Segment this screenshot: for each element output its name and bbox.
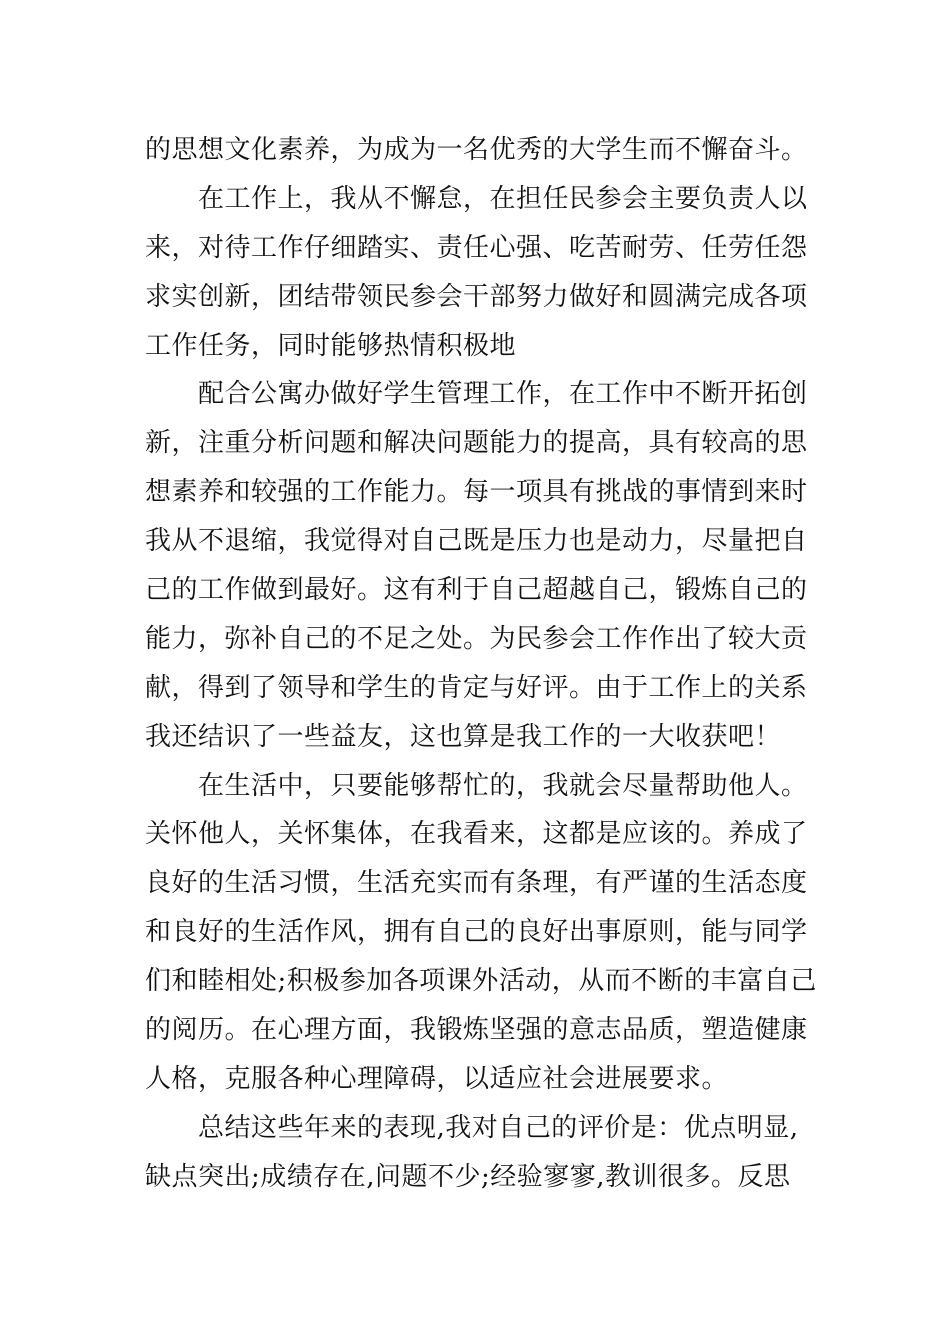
paragraph-3-line-2: 新，注重分析问题和解决问题能力的提高，具有较高的思 [145,428,808,459]
paragraph-3-line-1: 配合公寓办做好学生管理工作，在工作中不断开拓创 [198,379,808,410]
paragraph-3-line-3: 想素养和较强的工作能力。每一项具有挑战的事情到来时 [145,477,808,508]
paragraph-3-line-7: 献，得到了领导和学生的肯定与好评。由于工作上的关系 [145,672,808,703]
paragraph-5-line-2: 缺点突出;成绩存在,问题不少;经验寥寥,教训很多。反思 [145,1161,791,1192]
paragraph-4-line-7: 人格，克服各种心理障碍，以适应社会进展要求。 [145,1063,729,1094]
paragraph-1-line-1: 的思想文化素养，为成为一名优秀的大学生而不懈奋斗。 [145,135,808,165]
paragraph-2-line-2: 来，对待工作仔细踏实、责任心强、吃苦耐劳、任劳任怨 [145,232,808,263]
paragraph-4-line-5: 们和睦相处;积极参加各项课外活动，从而不断的丰富自己 [145,966,817,997]
paragraph-4-line-4: 和良好的生活作风，拥有自己的良好出事原则，能与同学 [145,917,808,948]
document-body [145,126,817,1202]
paragraph-3-line-6: 能力，弥补自己的不足之处。为民参会工作作出了较大贡 [145,623,808,654]
paragraph-3-line-4: 我从不退缩，我觉得对自己既是压力也是动力，尽量把自 [145,526,808,557]
paragraph-4-line-6: 的阅历。在心理方面，我锻炼坚强的意志品质，塑造健康 [145,1015,808,1046]
paragraph-4-line-3: 良好的生活习惯，生活充实而有条理，有严谨的生活态度 [145,868,808,899]
paragraph-5-line-1: 总结这些年来的表现,我对自己的评价是：优点明显, [198,1112,799,1143]
paragraph-2-line-1: 在工作上，我从不懈怠，在担任民参会主要负责人以 [198,183,808,214]
paragraph-2-line-4: 工作任务，同时能够热情积极地 [145,330,517,361]
paragraph-3-line-5: 己的工作做到最好。这有利于自己超越自己，锻炼自己的 [145,575,808,606]
paragraph-2-line-3: 求实创新，团结带领民参会干部努力做好和圆满完成各项 [145,281,808,312]
paragraph-4-line-1: 在生活中，只要能够帮忙的，我就会尽量帮助他人。 [198,770,808,801]
paragraph-4-line-2: 关怀他人，关怀集体，在我看来，这都是应该的。养成了 [145,819,808,850]
paragraph-3-line-8: 我还结识了一些益友，这也算是我工作的一大收获吧！ [145,721,782,752]
